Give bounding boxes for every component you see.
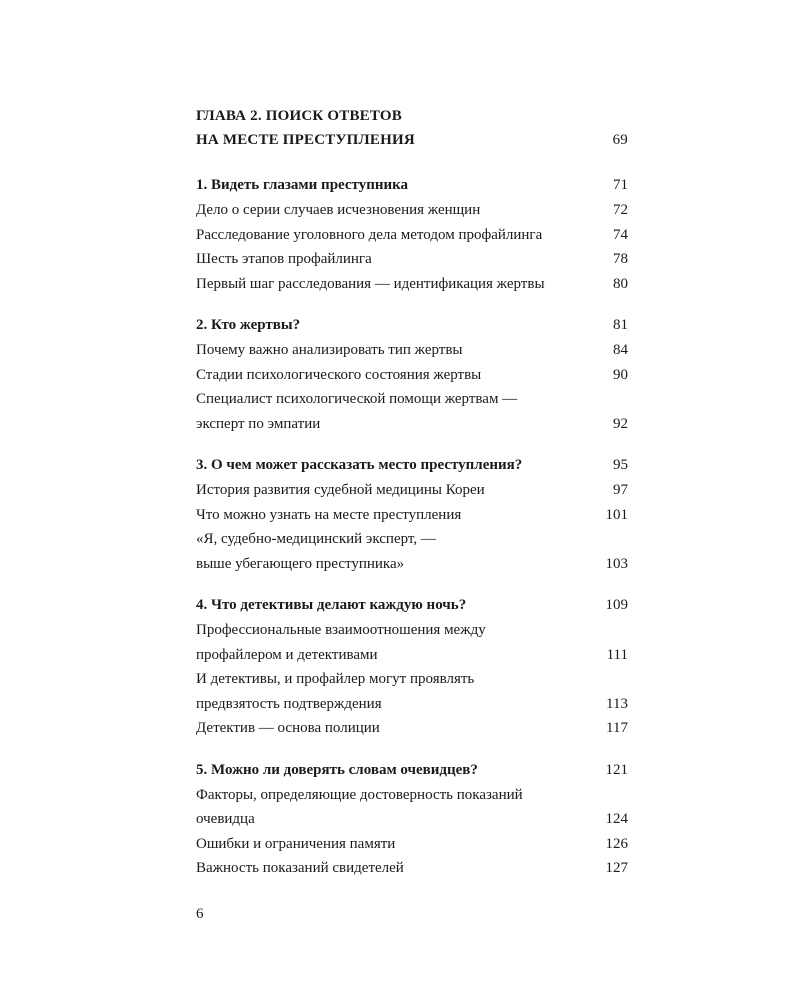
entry-page-number: 90 <box>613 366 628 383</box>
entry-text <box>196 618 486 667</box>
toc-entry[interactable] <box>196 387 628 436</box>
toc-section <box>196 172 628 296</box>
entry-text <box>196 198 480 223</box>
entry-line: Расследование уголовного дела методом профайлинга <box>196 226 543 243</box>
entry-text <box>196 503 461 528</box>
section-page-number: 109 <box>605 597 628 613</box>
entry-text <box>196 338 463 363</box>
entry-page-number: 113 <box>606 695 628 712</box>
chapter-title-row <box>196 128 628 152</box>
section-page-number: 71 <box>613 177 628 193</box>
section-title: 2. Кто жертвы? <box>196 317 301 333</box>
entry-line: И детективы, и профайлер могут проявлять <box>196 671 475 687</box>
section-title-row[interactable] <box>196 172 628 198</box>
entry-line: выше убегающего преступника» <box>196 555 405 572</box>
toc-entry[interactable] <box>196 832 628 857</box>
toc-entry[interactable] <box>196 272 628 297</box>
chapter-title-line-1: ГЛАВА 2. ПОИСК ОТВЕТОВ <box>196 108 402 124</box>
entry-line: «Я, судебно-медицинский эксперт, — <box>196 531 436 547</box>
toc-section <box>196 757 628 881</box>
entry-text <box>196 856 404 881</box>
chapter-heading <box>196 104 628 152</box>
section-title: 5. Можно ли доверять словам очевидцев? <box>196 761 478 778</box>
entry-page-number: 72 <box>613 202 628 218</box>
entry-line: Профессиональные взаимоотношения между <box>196 622 486 638</box>
entry-line: Важность показаний свидетелей <box>196 860 404 876</box>
entry-line: Ошибки и ограничения памяти <box>196 835 396 852</box>
entry-text <box>196 478 485 503</box>
chapter-page-number: 69 <box>612 132 628 148</box>
entry-line: эксперт по эмпатии <box>196 415 321 432</box>
toc-entry[interactable] <box>196 783 628 832</box>
entry-page-number: 117 <box>606 720 628 736</box>
entry-line: Специалист психологической помощи жертвам — <box>196 391 518 407</box>
entry-line: очевидца <box>196 811 255 827</box>
toc-entry[interactable] <box>196 198 628 223</box>
entry-page-number: 74 <box>613 226 628 243</box>
entry-line: Детектив — основа полиции <box>196 720 380 736</box>
entry-line: Что можно узнать на месте преступления <box>196 506 462 523</box>
entry-text <box>196 832 395 857</box>
entry-page-number: 101 <box>605 506 628 523</box>
entry-page-number: 84 <box>613 342 628 358</box>
toc-entry[interactable] <box>196 363 628 388</box>
entry-line: Первый шаг расследования — идентификация жертвы <box>196 275 545 292</box>
entry-page-number: 103 <box>605 555 628 572</box>
entry-text <box>196 272 545 297</box>
chapter-title-line-2: НА МЕСТЕ ПРЕСТУПЛЕНИЯ <box>196 132 415 148</box>
section-title: 3. О чем может рассказать место преступления? <box>196 457 523 473</box>
entry-page-number: 127 <box>605 860 628 876</box>
entry-page-number: 92 <box>613 415 628 432</box>
toc-section <box>196 452 628 576</box>
entry-page-number: 126 <box>605 835 628 852</box>
section-title: 4. Что детективы делают каждую ночь? <box>196 597 467 613</box>
toc-section <box>196 592 628 741</box>
table-of-contents <box>196 104 628 897</box>
toc-entry[interactable] <box>196 618 628 667</box>
entry-line: История развития судебной медицины Кореи <box>196 482 485 498</box>
entry-text <box>196 716 380 741</box>
toc-entry[interactable] <box>196 716 628 741</box>
section-title-row[interactable] <box>196 452 628 478</box>
entry-line: Стадии психологического состояния жертвы <box>196 366 482 383</box>
section-page-number: 95 <box>613 457 628 473</box>
entry-line: Дело о серии случаев исчезновения женщин <box>196 202 481 218</box>
entry-line: Почему важно анализировать тип жертвы <box>196 342 463 358</box>
entry-text <box>196 247 372 272</box>
entry-page-number: 97 <box>613 482 628 498</box>
toc-sections <box>196 172 628 881</box>
toc-entry[interactable] <box>196 503 628 528</box>
entry-line: Шесть этапов профайлинга <box>196 251 372 267</box>
toc-section <box>196 312 628 436</box>
entry-text <box>196 667 474 716</box>
entry-page-number: 111 <box>606 646 628 663</box>
toc-entry[interactable] <box>196 478 628 503</box>
entry-page-number: 124 <box>605 811 628 827</box>
entry-page-number: 78 <box>613 251 628 267</box>
section-title-row[interactable] <box>196 312 628 338</box>
entry-text <box>196 387 517 436</box>
toc-entry[interactable] <box>196 856 628 881</box>
section-title-row[interactable] <box>196 757 628 783</box>
entry-text <box>196 527 436 576</box>
toc-entry[interactable] <box>196 667 628 716</box>
entry-text <box>196 223 542 248</box>
entry-line: Факторы, определяющие достоверность показаний <box>196 786 523 803</box>
entry-line: профайлером и детективами <box>196 646 378 663</box>
section-page-number: 81 <box>613 317 628 333</box>
toc-entry[interactable] <box>196 247 628 272</box>
toc-entry[interactable] <box>196 527 628 576</box>
section-title: 1. Видеть глазами преступника <box>196 177 409 193</box>
section-title-row[interactable] <box>196 592 628 618</box>
toc-entry[interactable] <box>196 223 628 248</box>
page-folio: 6 <box>196 906 204 922</box>
section-page-number: 121 <box>605 761 628 778</box>
toc-entry[interactable] <box>196 338 628 363</box>
entry-text <box>196 363 481 388</box>
entry-line: предвзятость подтверждения <box>196 695 382 712</box>
entry-text <box>196 783 523 832</box>
entry-page-number: 80 <box>613 275 628 292</box>
